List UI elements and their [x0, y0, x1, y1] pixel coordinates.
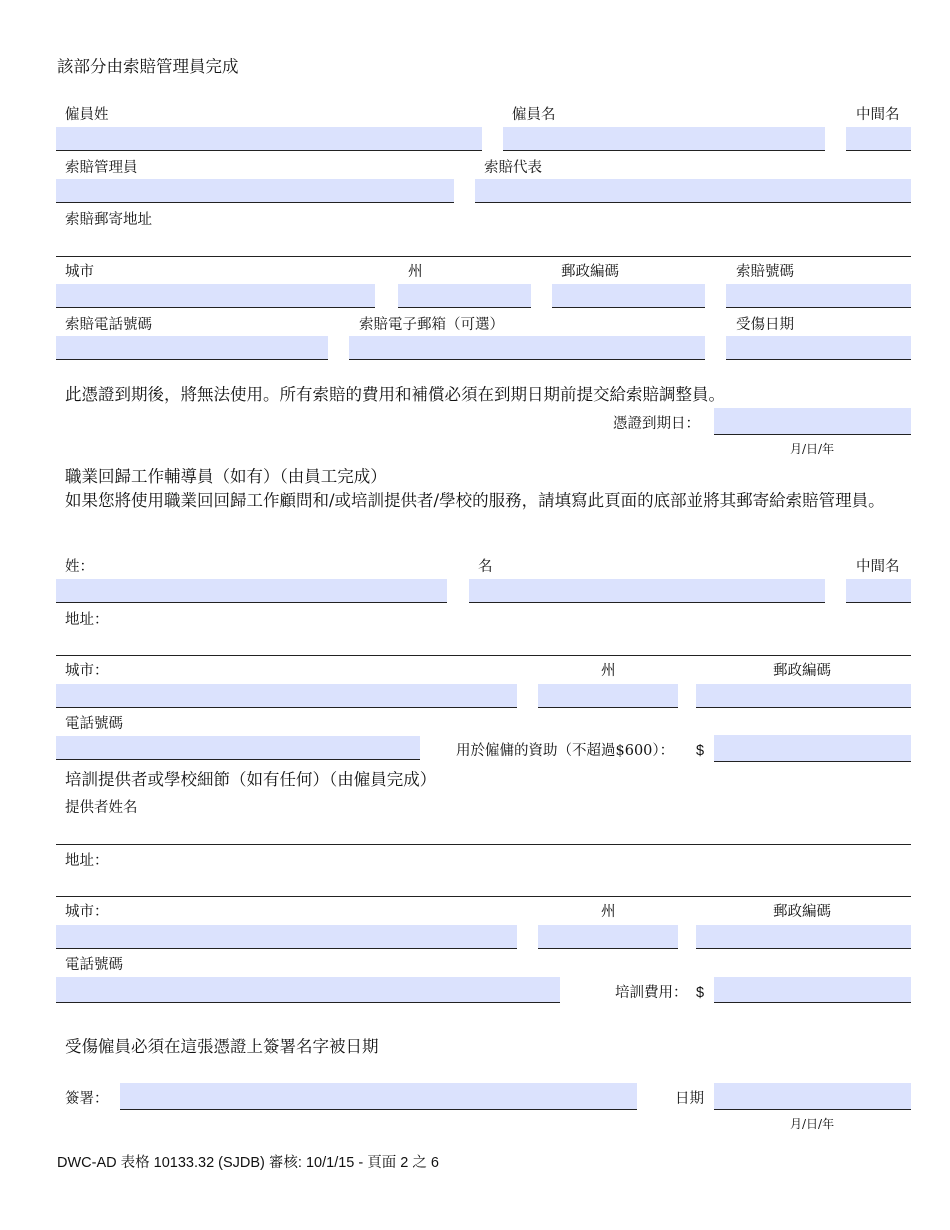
training-cost-label: 培訓費用： — [615, 985, 688, 1001]
expiry-date-label: 憑證到期日： — [613, 416, 700, 432]
counselor-city-label: 城市： — [65, 663, 109, 679]
claims-phone-field[interactable] — [56, 336, 328, 360]
counselor-phone-field[interactable] — [56, 736, 420, 760]
claims-email-label: 索賠電子郵箱（可選） — [359, 317, 504, 333]
claims-representative-label: 索賠代表 — [484, 160, 542, 176]
counselor-city-field[interactable] — [56, 684, 517, 708]
date-of-injury-field[interactable] — [726, 336, 911, 360]
claims-mailing-address-line[interactable] — [56, 256, 911, 257]
counselor-zip-field[interactable] — [696, 684, 911, 708]
training-provider-name-line[interactable] — [56, 844, 911, 845]
counselor-phone-label: 電話號碼 — [65, 716, 123, 732]
counselor-last-name-label: 姓： — [65, 559, 94, 575]
training-provider-name-label: 提供者姓名 — [65, 800, 138, 816]
claims-state-field[interactable] — [398, 284, 531, 308]
counselor-state-field[interactable] — [538, 684, 678, 708]
counselor-middle-name-field[interactable] — [846, 579, 911, 603]
counselor-state-label: 州 — [601, 663, 616, 679]
claims-state-label: 州 — [408, 264, 423, 280]
counselor-address-line[interactable] — [56, 655, 911, 656]
signature-label: 簽署： — [65, 1091, 109, 1107]
expiry-date-field[interactable] — [714, 408, 911, 435]
training-city-field[interactable] — [56, 925, 517, 949]
claim-number-label: 索賠號碼 — [736, 264, 794, 280]
counselor-instructions: 如果您將使用職業回回歸工作顧問和/或培訓提供者/學校的服務，請填寫此頁面的底部並將其郵寄給索賠管理員。 — [65, 491, 885, 510]
claim-number-field[interactable] — [726, 284, 911, 308]
training-state-field[interactable] — [538, 925, 678, 949]
section-training-heading: 培訓提供者或學校細節（如有任何）（由僱員完成） — [65, 770, 437, 789]
training-cost-dollar: $ — [696, 985, 705, 1001]
training-zip-label: 郵政編碼 — [773, 904, 831, 920]
counselor-last-name-field[interactable] — [56, 579, 447, 603]
claims-email-field[interactable] — [349, 336, 705, 360]
employee-middle-name-field[interactable] — [846, 127, 911, 151]
section-counselor-heading: 職業回歸工作輔導員（如有）（由員工完成） — [65, 467, 387, 486]
signature-date-format: 月/日/年 — [790, 1117, 835, 1131]
training-phone-label: 電話號碼 — [65, 957, 123, 973]
training-phone-field[interactable] — [56, 977, 560, 1003]
employee-first-name-label: 僱員名 — [512, 107, 556, 123]
expiry-date-format: 月/日/年 — [790, 442, 835, 456]
employment-funds-dollar: $ — [696, 743, 705, 759]
employee-last-name-field[interactable] — [56, 127, 482, 151]
employee-first-name-field[interactable] — [503, 127, 825, 151]
claims-administrator-field[interactable] — [56, 179, 454, 203]
employee-last-name-label: 僱員姓 — [65, 107, 109, 123]
employment-funds-field[interactable] — [714, 735, 911, 762]
counselor-first-name-label: 名 — [478, 559, 493, 575]
claims-city-field[interactable] — [56, 284, 375, 308]
claims-representative-field[interactable] — [475, 179, 911, 203]
form-footer: DWC-AD 表格 10133.32 (SJDB) 審核: 10/1/15 - 頁面 2 之 6 — [57, 1155, 439, 1171]
training-cost-field[interactable] — [714, 977, 911, 1003]
claims-zip-label: 郵政編碼 — [561, 264, 619, 280]
training-address-label: 地址： — [65, 853, 109, 869]
signature-field[interactable] — [120, 1083, 637, 1110]
claims-administrator-label: 索賠管理員 — [65, 160, 138, 176]
training-zip-field[interactable] — [696, 925, 911, 949]
counselor-middle-name-label: 中間名 — [856, 559, 900, 575]
claims-phone-label: 索賠電話號碼 — [65, 317, 152, 333]
section-admin-heading: 該部分由索賠管理員完成 — [57, 57, 239, 76]
training-city-label: 城市： — [65, 904, 109, 920]
section-signature-heading: 受傷僱員必須在這張憑證上簽署名字被日期 — [65, 1037, 379, 1056]
claims-zip-field[interactable] — [552, 284, 705, 308]
training-state-label: 州 — [601, 904, 616, 920]
date-of-injury-label: 受傷日期 — [736, 317, 794, 333]
employment-funds-label: 用於僱傭的資助（不超過$600）： — [456, 743, 675, 759]
counselor-first-name-field[interactable] — [469, 579, 825, 603]
claims-mailing-address-label: 索賠郵寄地址 — [65, 212, 152, 228]
expiry-notice: 此憑證到期後，將無法使用。所有索賠的費用和補償必須在到期日期前提交給索賠調整員。 — [65, 385, 725, 404]
claims-city-label: 城市 — [65, 264, 94, 280]
training-address-line[interactable] — [56, 896, 911, 897]
signature-date-label: 日期 — [675, 1091, 704, 1107]
counselor-address-label: 地址： — [65, 612, 109, 628]
employee-middle-name-label: 中間名 — [856, 107, 900, 123]
counselor-zip-label: 郵政編碼 — [773, 663, 831, 679]
signature-date-field[interactable] — [714, 1083, 911, 1110]
